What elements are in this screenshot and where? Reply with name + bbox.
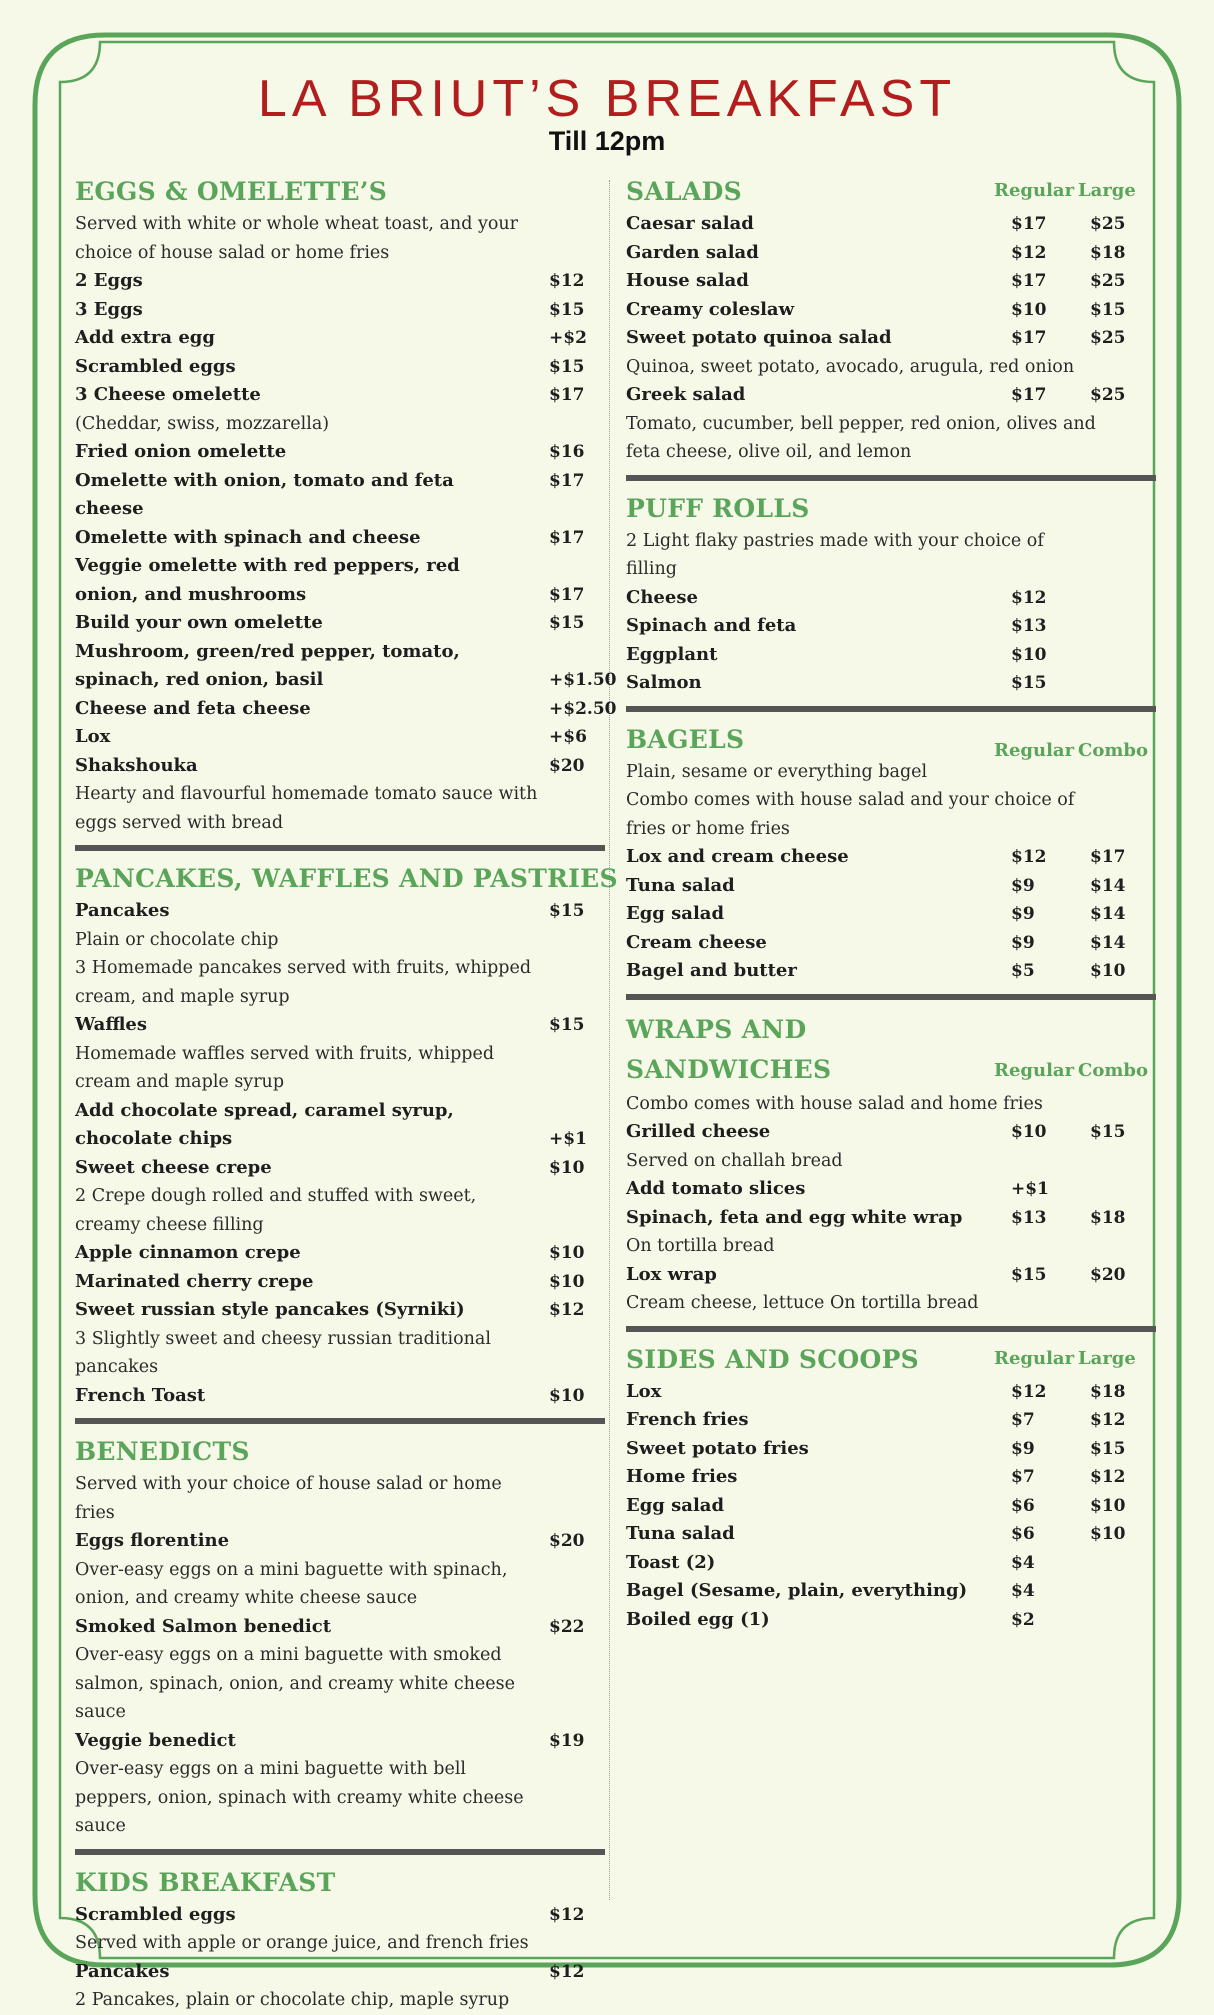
item-price: +$2 xyxy=(549,328,587,348)
menu-item xyxy=(626,612,1156,641)
item-price: $12 xyxy=(1011,847,1047,867)
menu-item xyxy=(626,1463,1156,1492)
item-name: Waffles xyxy=(75,1014,147,1035)
menu-section-pancakes-waffles-and-pastries xyxy=(75,861,618,1424)
item-name: Lox xyxy=(75,726,111,747)
left-column xyxy=(75,174,618,2015)
item-price: $18 xyxy=(1090,242,1126,263)
item-price: $12 xyxy=(549,1300,585,1320)
item-name: Omelette with spinach and cheese xyxy=(75,526,421,548)
price-column-header: Large xyxy=(1078,180,1136,201)
item-name: Tuna salad xyxy=(626,1523,735,1544)
menu-section-wraps-and-sandwiches xyxy=(626,1010,1156,1332)
item-description: Plain or chocolate chip 3 Homemade pancakes served with fruits, whipped cream, and maple syrup xyxy=(75,929,532,1007)
item-price: $25 xyxy=(1090,385,1126,405)
item-price: $15 xyxy=(549,299,585,320)
item-name: Grilled cheese xyxy=(626,1121,771,1142)
menu-section-kids-breakfast xyxy=(75,1865,605,2015)
item-price: $14 xyxy=(1090,932,1126,953)
item-name: Sweet russian style pancakes (Syrniki) xyxy=(75,1299,465,1320)
item-price: $17 xyxy=(549,527,585,548)
item-price: $17 xyxy=(549,584,585,605)
item-price: $17 xyxy=(1011,214,1047,234)
item-price: $19 xyxy=(549,1730,585,1751)
item-price: $17 xyxy=(549,470,585,491)
section-header xyxy=(626,722,1156,761)
section-title: KIDS BREAKFAST xyxy=(75,1867,336,1897)
item-name: Add chocolate spread, caramel syrup, chocolate chips xyxy=(75,1099,454,1149)
item-description: Served with apple or orange juice, and french fries xyxy=(75,1933,529,1953)
menu-item xyxy=(75,1097,605,1154)
item-name: Bagel (Sesame, plain, everything) xyxy=(626,1580,968,1601)
item-name: Salmon xyxy=(626,672,702,693)
menu-item xyxy=(75,1239,605,1268)
item-price: $16 xyxy=(549,442,585,462)
section-title: EGGS & OMELETTE’S xyxy=(75,177,388,206)
section-description: 2 Light flaky pastries made with your choice of filling xyxy=(626,530,1044,579)
item-price: $25 xyxy=(1090,271,1126,291)
item-price: +$1 xyxy=(549,1129,587,1149)
item-description: Tomato, cucumber, bell pepper, red onion, olives and feta cheese, olive oil, and lemon xyxy=(626,413,1096,462)
item-price: $13 xyxy=(1011,616,1047,636)
menu-section-benedicts xyxy=(75,1434,605,1855)
item-price: $6 xyxy=(1011,1495,1035,1516)
item-price: $9 xyxy=(1011,904,1035,924)
menu-item xyxy=(75,897,605,926)
item-price: $12 xyxy=(1011,587,1047,608)
item-description: Quinoa, sweet potato, avocado, arugula, red onion xyxy=(626,356,1075,377)
item-name: Veggie omelette with red peppers, red onion, and mushrooms xyxy=(75,555,460,605)
section-header xyxy=(75,1865,605,1901)
item-name: Cheese xyxy=(626,586,698,608)
menu-item xyxy=(75,353,605,382)
item-name: French fries xyxy=(626,1409,749,1430)
item-price: $15 xyxy=(1011,1264,1047,1285)
menu-item xyxy=(626,872,1156,901)
item-name: Lox and cream cheese xyxy=(626,846,849,867)
item-price: $15 xyxy=(1090,1438,1126,1459)
item-price: $18 xyxy=(1090,1207,1126,1228)
item-name: Boiled egg (1) xyxy=(626,1608,770,1630)
section-description: Combo comes with house salad and home fries xyxy=(626,1093,1043,1114)
menu-item xyxy=(75,296,605,325)
item-description: Served on challah bread xyxy=(626,1150,843,1171)
price-column-header: Regular xyxy=(994,739,1075,761)
item-name: Add extra egg xyxy=(75,327,215,348)
item-description: On tortilla bread xyxy=(626,1236,775,1256)
menu-item xyxy=(626,267,1156,296)
item-name: Scrambled eggs xyxy=(75,1903,236,1925)
price-column-header: Regular xyxy=(994,180,1075,201)
menu-item xyxy=(626,1175,1156,1204)
section-title: BENEDICTS xyxy=(75,1437,250,1466)
item-name: Marinated cherry crepe xyxy=(75,1270,314,1292)
menu-item xyxy=(75,609,605,638)
item-price: $17 xyxy=(1011,271,1047,291)
item-name: Sweet potato quinoa salad xyxy=(626,327,892,348)
menu-item xyxy=(626,1577,1156,1606)
section-header xyxy=(626,174,1156,210)
item-name: Add tomato slices xyxy=(626,1178,806,1199)
item-name: Lox wrap xyxy=(626,1263,717,1285)
menu-section-sides-and-scoops xyxy=(626,1342,1156,1635)
menu-item xyxy=(75,467,605,524)
item-price: $10 xyxy=(1011,299,1047,320)
item-price: $20 xyxy=(549,1531,585,1551)
item-name: House salad xyxy=(626,270,749,291)
section-header xyxy=(626,491,1156,527)
item-price: $9 xyxy=(1011,875,1035,896)
item-name: Caesar salad xyxy=(626,213,754,234)
menu-item xyxy=(626,210,1156,239)
item-name: 2 Eggs xyxy=(75,270,143,291)
item-name: Pancakes xyxy=(75,1960,170,1982)
section-description: Served with your choice of house salad or home fries xyxy=(75,1474,502,1523)
price-column-header: Regular xyxy=(994,1347,1075,1369)
menu-item xyxy=(626,900,1156,929)
price-column-header: Combo xyxy=(1078,1059,1148,1081)
item-price: $10 xyxy=(1011,1122,1047,1142)
item-name: Sweet cheese crepe xyxy=(75,1156,272,1178)
menu-item xyxy=(75,1958,605,1987)
item-description: Homemade waffles served with fruits, whipped cream and maple syrup xyxy=(75,1043,495,1092)
menu-subtitle: Till 12pm xyxy=(548,126,666,156)
section-header xyxy=(626,1010,1156,1090)
item-name: Pancakes xyxy=(75,900,170,921)
item-price: $15 xyxy=(1090,1122,1126,1142)
item-name: Toast (2) xyxy=(626,1551,716,1573)
item-price: $4 xyxy=(1011,1552,1035,1573)
item-price: $12 xyxy=(1090,1410,1126,1430)
item-price: $15 xyxy=(549,1015,585,1035)
section-title: SALADS xyxy=(626,177,742,206)
item-price: +$2.50 xyxy=(549,698,617,719)
section-title: SIDES AND SCOOPS xyxy=(626,1344,920,1374)
item-name: Lox xyxy=(626,1380,662,1402)
menu-item xyxy=(75,1011,605,1040)
menu-item xyxy=(75,723,605,752)
item-price: $17 xyxy=(1011,385,1047,405)
menu-item xyxy=(626,1606,1156,1635)
menu-item xyxy=(626,1435,1156,1464)
item-name: Spinach and feta xyxy=(626,615,797,636)
menu-title: LA BRIUT’S BREAKFAST xyxy=(257,70,957,128)
item-price: $13 xyxy=(1011,1207,1047,1228)
menu-item xyxy=(626,1549,1156,1578)
menu-item xyxy=(626,1204,1156,1233)
menu-item xyxy=(626,957,1156,986)
item-description: Over-easy eggs on a mini baguette with spinach, onion, and creamy white cheese sauce xyxy=(75,1559,508,1608)
item-price: $10 xyxy=(1090,961,1126,981)
menu-item xyxy=(75,1382,605,1411)
item-price: $10 xyxy=(1090,1524,1126,1544)
section-title: WRAPS AND SANDWICHES xyxy=(626,1014,832,1084)
item-price: $15 xyxy=(1011,673,1047,693)
item-price: $9 xyxy=(1011,1438,1035,1459)
item-name: Mushroom, green/red pepper, tomato, spinach, red onion, basil xyxy=(75,640,460,690)
item-price: $6 xyxy=(1011,1524,1035,1544)
menu-section-salads xyxy=(626,174,1156,481)
item-price: $20 xyxy=(1090,1264,1126,1285)
menu-item xyxy=(75,324,605,353)
price-column-header: Regular xyxy=(994,1059,1075,1081)
menu-item xyxy=(75,552,605,609)
price-column-header: Large xyxy=(1078,1347,1136,1369)
item-price: +$1.50 xyxy=(549,670,617,690)
item-name: Fried onion omelette xyxy=(75,441,287,462)
item-name: Creamy coleslaw xyxy=(626,298,795,320)
section-description: Served with white or whole wheat toast, and your choice of house salad or home fries xyxy=(75,214,519,263)
menu-item xyxy=(75,1527,605,1556)
item-price: $18 xyxy=(1090,1381,1126,1402)
menu-item xyxy=(75,524,605,553)
item-name: Veggie benedict xyxy=(75,1729,236,1751)
item-price: $14 xyxy=(1090,904,1126,924)
menu-item xyxy=(626,584,1156,613)
item-price: $15 xyxy=(1090,299,1126,320)
item-price: $14 xyxy=(1090,875,1126,896)
section-title: PUFF ROLLS xyxy=(626,493,810,523)
item-name: French Toast xyxy=(75,1384,206,1406)
item-price: $7 xyxy=(1011,1467,1035,1487)
item-price: $15 xyxy=(549,901,585,921)
column-divider xyxy=(609,180,610,1900)
item-price: $7 xyxy=(1011,1410,1035,1430)
price-column-header: Combo xyxy=(1078,739,1148,761)
section-description: Plain, sesame or everything bagel Combo comes with house salad and your choice of fries or home fries xyxy=(626,761,1075,839)
menu-item xyxy=(626,1406,1156,1435)
menu-item xyxy=(75,752,605,781)
menu-item xyxy=(75,695,617,724)
item-name: Shakshouka xyxy=(75,754,198,776)
menu-item xyxy=(626,641,1156,670)
menu-item xyxy=(626,381,1156,410)
menu-item xyxy=(75,1154,605,1183)
item-name: Sweet potato fries xyxy=(626,1437,809,1459)
item-price: $10 xyxy=(549,1157,585,1178)
right-column xyxy=(626,174,1156,1634)
item-price: $2 xyxy=(1011,1609,1035,1630)
menu-item xyxy=(75,1296,605,1325)
menu-item xyxy=(75,1727,605,1756)
item-name: Eggs florentine xyxy=(75,1530,230,1551)
item-description: Cream cheese, lettuce On tortilla bread xyxy=(626,1293,979,1313)
item-name: Eggplant xyxy=(626,643,718,665)
item-price: $10 xyxy=(549,1243,585,1263)
item-name: Smoked Salmon benedict xyxy=(75,1615,332,1637)
item-price: $4 xyxy=(1011,1581,1035,1601)
item-description: 2 Pancakes, plain or chocolate chip, maple syrup xyxy=(75,1990,510,2010)
menu-item xyxy=(626,1492,1156,1521)
item-name: Apple cinnamon crepe xyxy=(75,1242,301,1263)
item-name: Cheese and feta cheese xyxy=(75,697,311,719)
menu-item xyxy=(75,267,605,296)
item-price: $12 xyxy=(1011,1381,1047,1402)
item-price: $10 xyxy=(1011,644,1047,665)
menu-item xyxy=(626,1378,1156,1407)
item-name: 3 Cheese omelette xyxy=(75,384,261,405)
menu-item xyxy=(626,1118,1156,1147)
item-name: Omelette with onion, tomato and feta cheese xyxy=(75,469,454,519)
item-name: Bagel and butter xyxy=(626,960,797,981)
item-description: 3 Slightly sweet and cheesy russian traditional pancakes xyxy=(75,1328,491,1377)
menu-item xyxy=(75,1901,605,1930)
item-price: $22 xyxy=(549,1616,585,1637)
item-price: $12 xyxy=(1011,242,1047,263)
item-price: $9 xyxy=(1011,932,1035,953)
section-header xyxy=(75,174,605,210)
menu-item xyxy=(626,669,1156,698)
menu-section-eggs-omelette-s xyxy=(75,174,617,851)
section-header xyxy=(75,1434,605,1470)
item-price: $25 xyxy=(1090,328,1126,348)
item-price: +$6 xyxy=(549,727,587,747)
item-price: $12 xyxy=(549,1961,585,1982)
item-price: $12 xyxy=(549,1904,585,1925)
menu-section-bagels xyxy=(626,722,1156,1000)
menu-item xyxy=(75,1268,605,1297)
menu-item xyxy=(626,1261,1156,1290)
item-price: $12 xyxy=(1090,1467,1126,1487)
menu-item xyxy=(75,438,605,467)
menu-item xyxy=(75,638,617,695)
item-price: $12 xyxy=(549,271,585,291)
item-name: Spinach, feta and egg white wrap xyxy=(626,1206,963,1228)
item-name: Greek salad xyxy=(626,384,746,405)
section-title: PANCAKES, WAFFLES AND PASTRIES xyxy=(75,864,618,893)
item-name: Garden salad xyxy=(626,241,759,263)
item-name: Egg salad xyxy=(626,1494,725,1516)
menu-item xyxy=(626,239,1156,268)
menu-item xyxy=(75,1613,605,1642)
item-price: $10 xyxy=(549,1271,585,1292)
section-header xyxy=(75,861,618,897)
item-price: $15 xyxy=(549,613,585,633)
item-description: Hearty and flavourful homemade tomato sauce with eggs served with bread xyxy=(75,784,538,833)
item-price: $10 xyxy=(549,1385,585,1406)
menu-item xyxy=(75,381,605,410)
menu-item xyxy=(626,843,1156,872)
item-description: 2 Crepe dough rolled and stuffed with sweet, creamy cheese filling xyxy=(75,1186,477,1235)
item-name: Cream cheese xyxy=(626,931,767,953)
item-price: $10 xyxy=(1090,1495,1126,1516)
item-name: Build your own omelette xyxy=(75,612,323,633)
item-description: Over-easy eggs on a mini baguette with smoked salmon, spinach, onion, and creamy white cheese sauce xyxy=(75,1645,515,1722)
section-header xyxy=(626,1342,1156,1378)
item-price: $5 xyxy=(1011,961,1035,981)
item-price: $25 xyxy=(1090,214,1126,234)
item-name: 3 Eggs xyxy=(75,298,143,320)
item-price: +$1 xyxy=(1011,1179,1049,1199)
item-price: $17 xyxy=(1090,847,1126,867)
item-price: $17 xyxy=(549,385,585,405)
item-price: $20 xyxy=(549,755,585,776)
item-description: Over-easy eggs on a mini baguette with bell peppers, onion, spinach with creamy white cheese sauce xyxy=(75,1759,524,1836)
item-price: $15 xyxy=(549,356,585,377)
menu-item xyxy=(626,296,1156,325)
menu-item xyxy=(626,929,1156,958)
item-price: $17 xyxy=(1011,328,1047,348)
menu-item xyxy=(626,324,1156,353)
menu-section-puff-rolls xyxy=(626,491,1156,712)
item-name: Scrambled eggs xyxy=(75,355,236,377)
item-description: (Cheddar, swiss, mozzarella) xyxy=(75,413,330,434)
item-name: Home fries xyxy=(626,1466,738,1487)
menu-item xyxy=(626,1520,1156,1549)
item-name: Egg salad xyxy=(626,903,725,924)
item-name: Tuna salad xyxy=(626,874,735,896)
section-title: BAGELS xyxy=(626,724,745,754)
